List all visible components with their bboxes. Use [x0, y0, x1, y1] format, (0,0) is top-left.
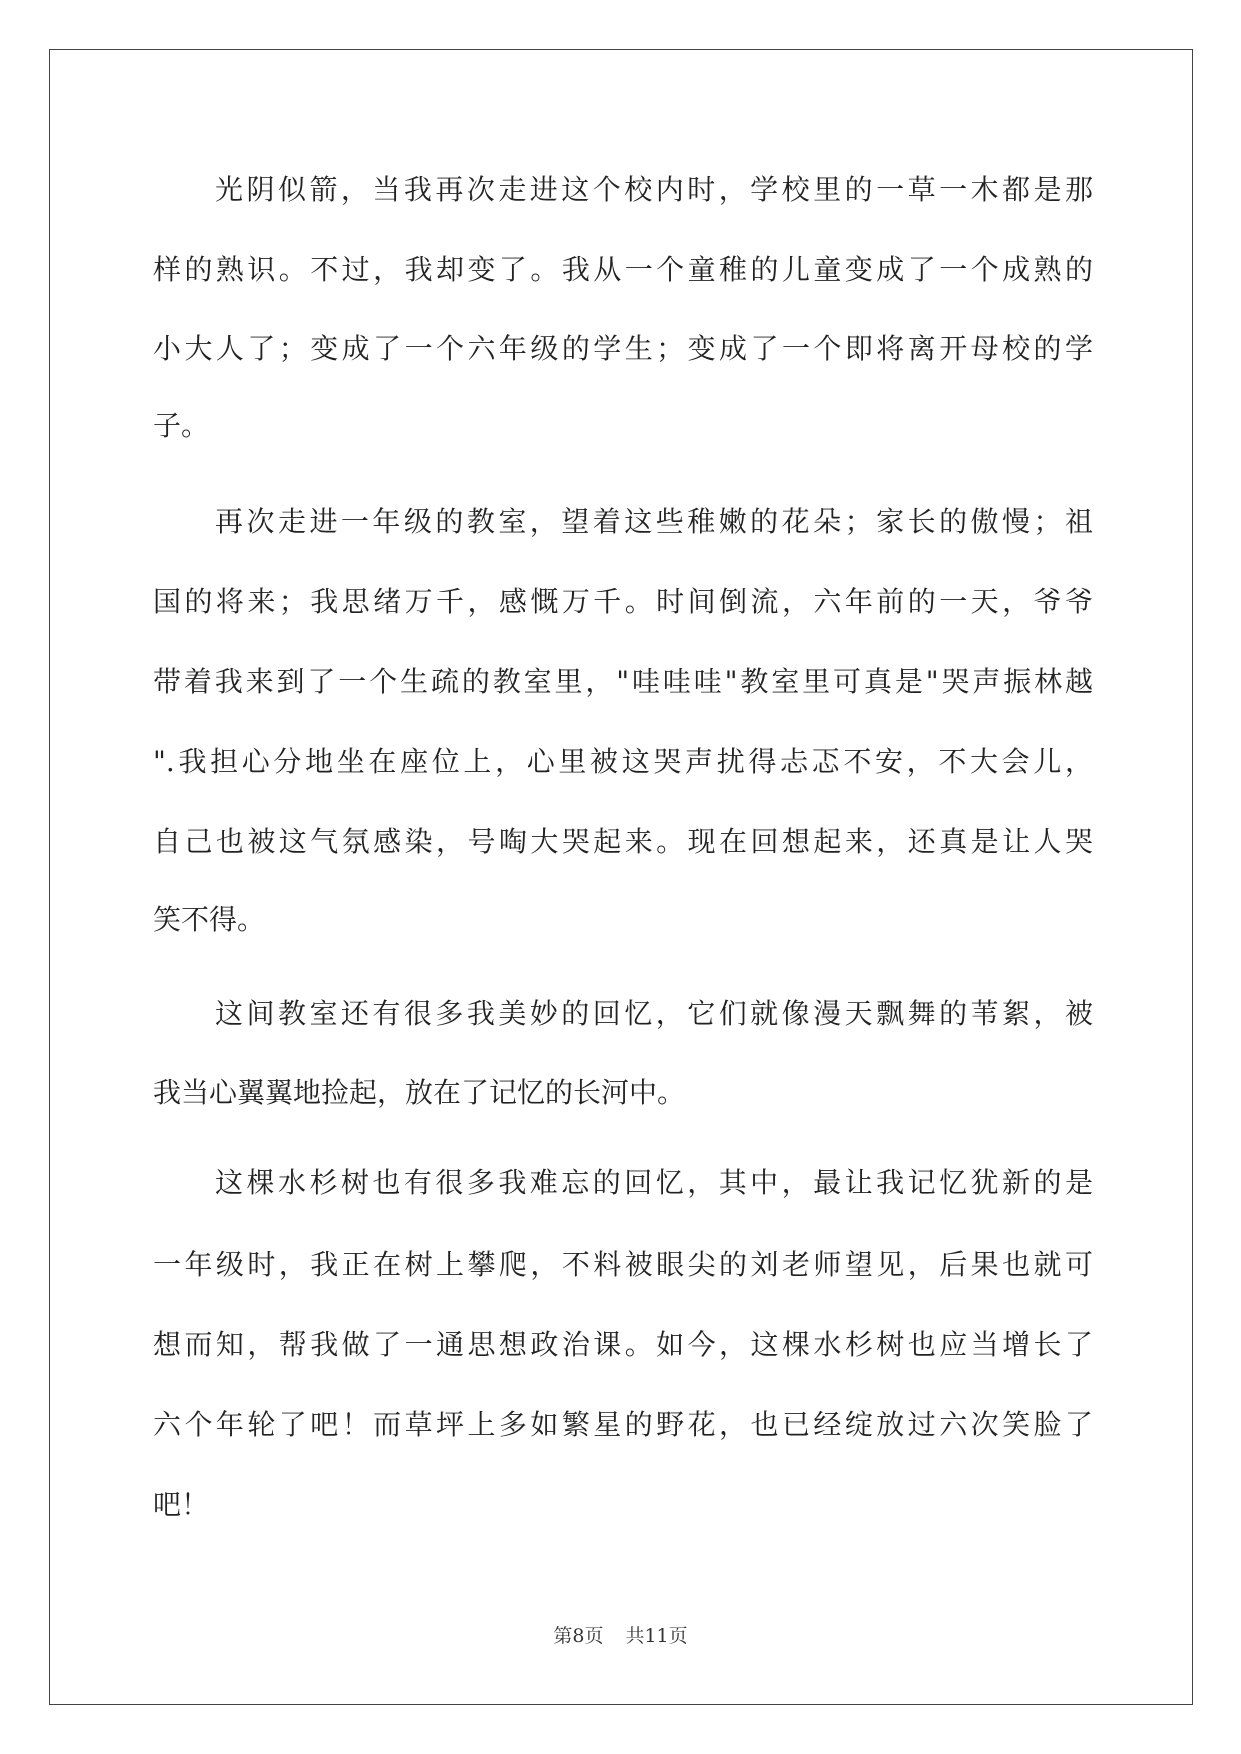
paragraph-1-line-3: 小大人了；变成了一个六年级的学生；变成了一个即将离开母校的学 [153, 332, 1093, 365]
page-number: 第8页 [553, 1625, 604, 1647]
paragraph-2-line-2: 国的将来；我思绪万千，感慨万千。时间倒流，六年前的一天，爷爷 [153, 585, 1093, 618]
paragraph-4-line-3: 想而知，帮我做了一通思想政治课。如今，这棵水杉树也应当增长了 [153, 1328, 1093, 1361]
paragraph-1-line-1: 光阴似箭，当我再次走进这个校内时，学校里的一草一木都是那 [215, 173, 1093, 206]
paragraph-2-line-5: 自己也被这气氛感染，号啕大哭起来。现在回想起来，还真是让人哭 [153, 825, 1093, 858]
paragraph-2-line-1: 再次走进一年级的教室，望着这些稚嫩的花朵；家长的傲慢；祖 [215, 505, 1093, 538]
paragraph-3-line-2: 我当心翼翼地捡起，放在了记忆的长河中。 [153, 1076, 686, 1109]
paragraph-2-line-6: 笑不得。 [153, 903, 266, 936]
paragraph-3-line-1: 这间教室还有很多我美妙的回忆，它们就像漫天飘舞的苇絮，被 [215, 997, 1093, 1030]
page-border [49, 49, 1193, 1705]
paragraph-1-line-4: 子。 [153, 409, 210, 442]
paragraph-4-line-4: 六个年轮了吧！而草坪上多如繁星的野花，也已经绽放过六次笑脸了 [153, 1408, 1093, 1441]
paragraph-2-line-4: ".我担心分地坐在座位上，心里被这哭声扰得忐忑不安，不大会儿， [153, 745, 1093, 778]
paragraph-4-line-2: 一年级时，我正在树上攀爬，不料被眼尖的刘老师望见，后果也就可 [153, 1248, 1093, 1281]
paragraph-2-line-3: 带着我来到了一个生疏的教室里，"哇哇哇"教室里可真是"哭声振林越 [153, 665, 1093, 698]
paragraph-4-line-1: 这棵水杉树也有很多我难忘的回忆，其中，最让我记忆犹新的是 [215, 1166, 1093, 1199]
page-total: 共11页 [625, 1625, 688, 1647]
page-footer [0, 1623, 1241, 1649]
paragraph-1-line-2: 样的熟识。不过，我却变了。我从一个童稚的儿童变成了一个成熟的 [153, 253, 1093, 286]
paragraph-4-line-5: 吧！ [153, 1488, 210, 1521]
